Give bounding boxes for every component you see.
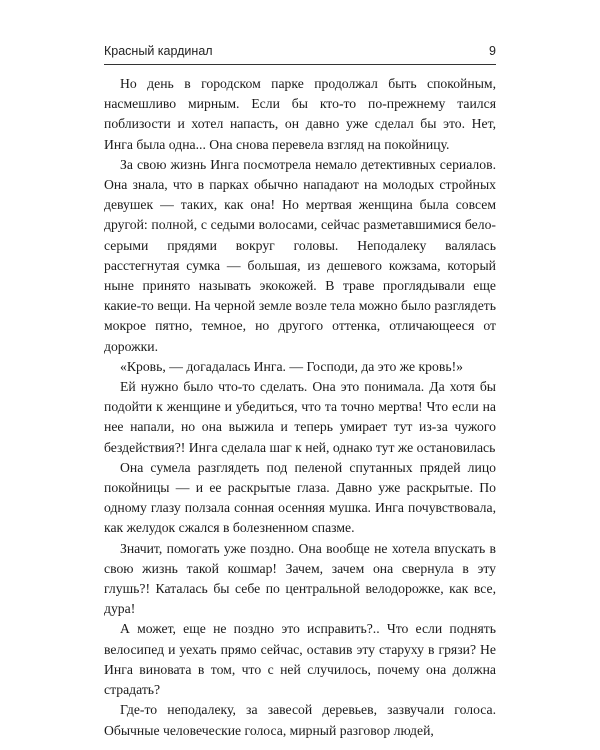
paragraph: За свою жизнь Инга посмотрела немало детективных сериалов. Она знала, что в парках обычно нападают на молодых стройных девушек — таких, как она! Но мертвая женщина была совсем другой: полной, с седыми волосами, сейчас разметавшимися бело-серыми прядями вокруг головы. Неподалеку валялась расстегнутая сумка — большая, из дешевого кожзама, который ныне принято называть экокожей. В траве проглядывали еще какие-то вещи. На черной земле возле тела можно было разглядеть мокрое пятно, темное, но другого оттенка, отличающееся от дорожки. xyxy=(104,156,496,354)
running-header xyxy=(104,44,496,58)
header-rule xyxy=(104,64,496,65)
paragraph: А может, еще не поздно это исправить?.. Что если поднять велосипед и уехать прямо сейчас, оставив эту старуху в грязи? Не Инга виновата в том, что с ней случилось, почему она должна страдать? xyxy=(104,621,496,698)
paragraph: Ей нужно было что-то сделать. Она это понимала. Да хотя бы подойти к женщине и убедиться, что та точно мертва! Что если на нее напали, но она выжила и теперь умирает тут из-за чужого бездействия?! Инга сделала шаг к ней, однако тут же остановилась xyxy=(104,379,496,455)
page-number: 9 xyxy=(489,44,496,58)
paragraph: Но день в городском парке продолжал быть спокойным, насмешливо мирным. Если бы кто-то по-прежнему таился поблизости и хотел напасть, он давно уже сделал бы это. Нет, Инга была одна... Она снова перевела взгляд на покойницу. xyxy=(104,76,496,152)
paragraph: Она сумела разглядеть под пеленой спутанных прядей лицо покойницы — и ее раскрытые глаза. Давно уже раскрытые. По одному глазу ползала сонная осенняя мушка. Инга почувствовала, как желудок сжался в болезненном спазме. xyxy=(104,459,496,536)
body-text xyxy=(104,74,496,741)
book-title: Красный кардинал xyxy=(104,44,213,58)
paragraph: Значит, помогать уже поздно. Она вообще не хотела впускать в свою жизнь такой кошмар! Зачем, зачем она свернула в эту глушь?! Каталась бы себе по центральной велодорожке, как все, дура! xyxy=(104,540,496,617)
paragraph: Где-то неподалеку, за завесой деревьев, зазвучали голоса. Обычные человеческие голоса, мирный разговор людей, xyxy=(104,702,496,738)
paragraph: «Кровь, — догадалась Инга. — Господи, да это же кровь!» xyxy=(120,358,463,374)
